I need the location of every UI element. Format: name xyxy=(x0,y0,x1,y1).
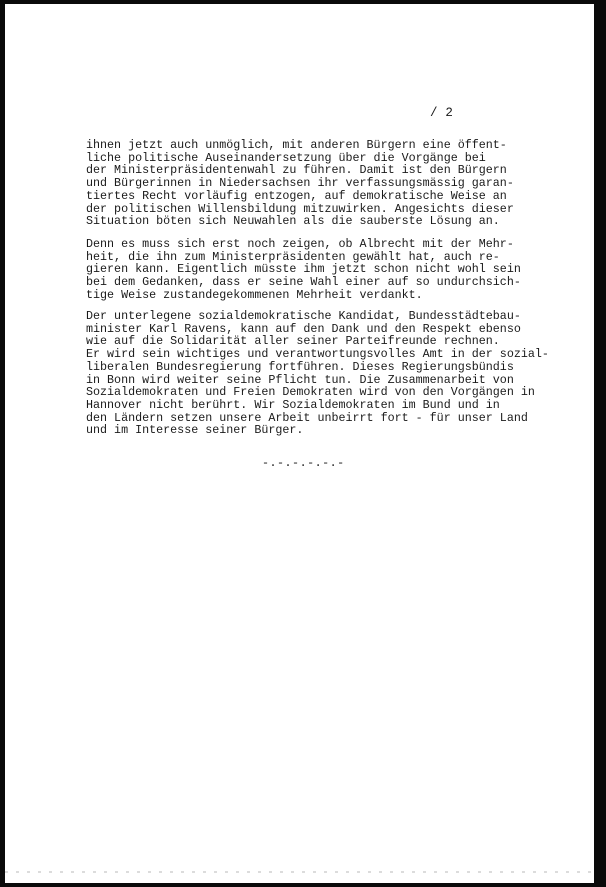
scan-edge-speckle xyxy=(5,871,594,873)
text-line: gieren kann. Eigentlich müsste ihm jetzt schon nicht wohl sein xyxy=(86,262,521,277)
text-line: tige Weise zustandegekommenen Mehrheit verdankt. xyxy=(86,287,423,302)
text-line: der Ministerpräsidentenwahl zu führen. Damit ist den Bürgern xyxy=(86,163,507,178)
end-mark: -.-.-.-.-.- xyxy=(262,456,345,470)
text-line: Sozialdemokraten und Freien Demokraten wird von den Vorgängen in xyxy=(86,385,535,400)
paragraph-3 xyxy=(86,310,564,437)
text-line: in Bonn wird weiter seine Pflicht tun. Die Zusammenarbeit von xyxy=(86,372,514,387)
text-line: minister Karl Ravens, kann auf den Dank und den Respekt ebenso xyxy=(86,321,521,336)
text-line: der politischen Willensbildung mitzuwirken. Angesichts dieser xyxy=(86,201,514,216)
page-number: / 2 xyxy=(430,106,454,120)
text-line: liberalen Bundesregierung fortführen. Dieses Regierungsbündis xyxy=(86,359,514,374)
text-line: Situation böten sich Neuwahlen als die sauberste Lösung an. xyxy=(86,214,500,229)
text-line: tiertes Recht vorläufig entzogen, auf demokratische Weise an xyxy=(86,188,507,203)
text-line: Denn es muss sich erst noch zeigen, ob Albrecht mit der Mehr- xyxy=(86,237,514,251)
text-line: bei dem Gedanken, dass er seine Wahl einer auf so undurchsich- xyxy=(86,275,521,290)
text-line: ihnen jetzt auch unmöglich, mit anderen Bürgern eine öffent- xyxy=(86,138,507,152)
text-line: wie auf die Solidarität aller seiner Parteifreunde rechnen. xyxy=(86,334,500,349)
text-line: Hannover nicht berührt. Wir Sozialdemokraten im Bund und in xyxy=(86,397,500,412)
text-line: und Bürgerinnen in Niedersachsen ihr verfassungsmässig garan- xyxy=(86,176,514,191)
text-line: heit, die ihn zum Ministerpräsidenten gewählt hat, auch re- xyxy=(86,249,500,264)
text-line: und im Interesse seiner Bürger. xyxy=(86,423,304,438)
text-line: den Ländern setzen unsere Arbeit unbeirrt fort - für unser Land xyxy=(86,410,528,425)
text-line: liche politische Auseinandersetzung über die Vorgänge bei xyxy=(86,150,486,165)
text-line: Er wird sein wichtiges und verantwortungsvolles Amt in der sozial- xyxy=(86,347,549,362)
paragraph-2 xyxy=(86,238,564,302)
text-line: Der unterlegene sozialdemokratische Kandidat, Bundesstädtebau- xyxy=(86,309,521,323)
paragraph-1 xyxy=(86,139,564,228)
